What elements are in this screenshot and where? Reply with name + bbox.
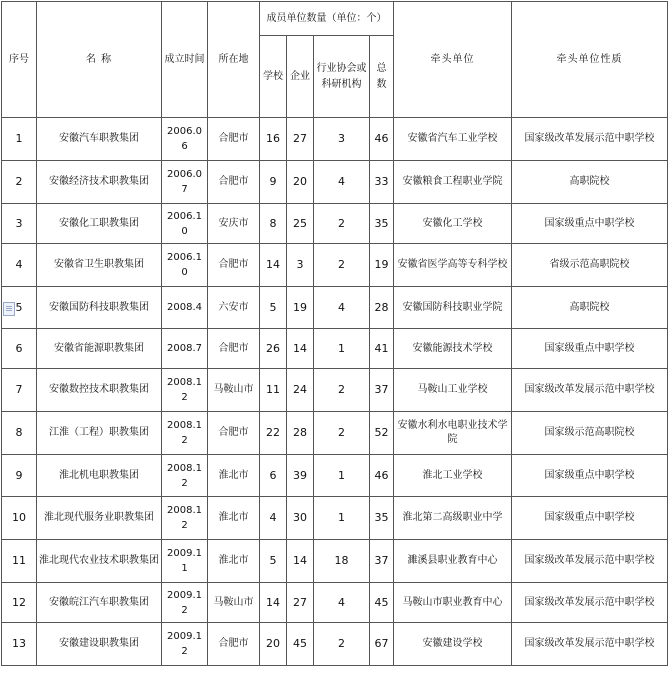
header-founded: 成立时间	[162, 2, 208, 118]
lead-unit: 马鞍山工业学校	[394, 369, 512, 412]
row-number: 6	[2, 329, 37, 369]
lead-unit: 安徽水利水电职业技术学院	[394, 412, 512, 455]
row-number: 3	[2, 204, 37, 244]
table-row	[2, 244, 668, 287]
founded-date: 2009.12	[162, 583, 208, 623]
location: 马鞍山市	[208, 369, 260, 412]
row-number: 11	[2, 540, 37, 583]
row-number: 12	[2, 583, 37, 623]
row-number: 10	[2, 497, 37, 540]
school-count: 6	[260, 455, 287, 497]
table-row	[2, 583, 668, 623]
header-schools: 学校	[260, 36, 287, 118]
group-name: 安徽国防科技职教集团	[37, 287, 162, 329]
lead-unit: 安徽省医学高等专科学校	[394, 244, 512, 287]
total-count: 67	[370, 623, 394, 666]
header-location: 所在地	[208, 2, 260, 118]
table-row	[2, 118, 668, 161]
school-count: 14	[260, 244, 287, 287]
lead-unit: 安徽省汽车工业学校	[394, 118, 512, 161]
row-number: 8	[2, 412, 37, 455]
table-row	[2, 204, 668, 244]
vocational-groups-table	[1, 1, 668, 666]
school-count: 8	[260, 204, 287, 244]
location: 合肥市	[208, 412, 260, 455]
group-name: 淮北机电职教集团	[37, 455, 162, 497]
table-row	[2, 329, 668, 369]
row-number: 2	[2, 161, 37, 204]
association-count: 18	[314, 540, 370, 583]
document-icon	[3, 302, 15, 316]
lead-unit: 淮北第二高级职业中学	[394, 497, 512, 540]
lead-unit: 淮北工业学校	[394, 455, 512, 497]
association-count: 1	[314, 497, 370, 540]
total-count: 52	[370, 412, 394, 455]
association-count: 1	[314, 329, 370, 369]
location: 合肥市	[208, 118, 260, 161]
school-count: 20	[260, 623, 287, 666]
enterprise-count: 28	[287, 412, 314, 455]
school-count: 11	[260, 369, 287, 412]
founded-date: 2008.12	[162, 497, 208, 540]
header-no: 序号	[2, 2, 37, 118]
total-count: 37	[370, 540, 394, 583]
row-number: 4	[2, 244, 37, 287]
school-count: 5	[260, 540, 287, 583]
total-count: 45	[370, 583, 394, 623]
total-count: 46	[370, 455, 394, 497]
enterprise-count: 25	[287, 204, 314, 244]
table-row	[2, 497, 668, 540]
association-count: 2	[314, 244, 370, 287]
group-name: 安徽数控技术职教集团	[37, 369, 162, 412]
group-name: 安徽皖江汽车职教集团	[37, 583, 162, 623]
table-row	[2, 455, 668, 497]
table-row	[2, 369, 668, 412]
enterprise-count: 27	[287, 583, 314, 623]
lead-unit-type: 国家级改革发展示范中职学校	[512, 623, 668, 666]
lead-unit: 安徽粮食工程职业学院	[394, 161, 512, 204]
row-number: 13	[2, 623, 37, 666]
total-count: 19	[370, 244, 394, 287]
lead-unit: 马鞍山市职业教育中心	[394, 583, 512, 623]
lead-unit: 安徽建设学校	[394, 623, 512, 666]
group-name: 江淮（工程）职教集团	[37, 412, 162, 455]
group-name: 安徽省卫生职教集团	[37, 244, 162, 287]
header-total: 总数	[370, 36, 394, 118]
total-count: 46	[370, 118, 394, 161]
enterprise-count: 14	[287, 540, 314, 583]
table-row	[2, 412, 668, 455]
school-count: 26	[260, 329, 287, 369]
header-enterprises: 企业	[287, 36, 314, 118]
group-name: 安徽省能源职教集团	[37, 329, 162, 369]
header-members-group: 成员单位数量（单位：个）	[260, 2, 394, 36]
location: 合肥市	[208, 623, 260, 666]
table-row	[2, 287, 668, 329]
school-count: 14	[260, 583, 287, 623]
row-number: 7	[2, 369, 37, 412]
founded-date: 2008.12	[162, 369, 208, 412]
lead-unit-type: 国家级改革发展示范中职学校	[512, 369, 668, 412]
total-count: 35	[370, 497, 394, 540]
group-name: 安徽经济技术职教集团	[37, 161, 162, 204]
location: 六安市	[208, 287, 260, 329]
founded-date: 2009.11	[162, 540, 208, 583]
lead-unit-type: 国家级改革发展示范中职学校	[512, 118, 668, 161]
total-count: 37	[370, 369, 394, 412]
enterprise-count: 45	[287, 623, 314, 666]
total-count: 35	[370, 204, 394, 244]
founded-date: 2008.7	[162, 329, 208, 369]
table-row	[2, 540, 668, 583]
founded-date: 2006.10	[162, 244, 208, 287]
association-count: 1	[314, 455, 370, 497]
founded-date: 2006.06	[162, 118, 208, 161]
lead-unit: 安徽化工学校	[394, 204, 512, 244]
header-lead: 牵头单位	[394, 2, 512, 118]
founded-date: 2008.12	[162, 455, 208, 497]
enterprise-count: 30	[287, 497, 314, 540]
group-name: 安徽汽车职教集团	[37, 118, 162, 161]
table-row	[2, 623, 668, 666]
lead-unit: 濉溪县职业教育中心	[394, 540, 512, 583]
lead-unit: 安徽能源技术学校	[394, 329, 512, 369]
lead-unit-type: 国家级改革发展示范中职学校	[512, 540, 668, 583]
enterprise-count: 3	[287, 244, 314, 287]
founded-date: 2008.12	[162, 412, 208, 455]
row-number: 5	[2, 287, 37, 329]
location: 合肥市	[208, 161, 260, 204]
association-count: 2	[314, 369, 370, 412]
association-count: 2	[314, 623, 370, 666]
location: 合肥市	[208, 329, 260, 369]
school-count: 4	[260, 497, 287, 540]
founded-date: 2009.12	[162, 623, 208, 666]
school-count: 16	[260, 118, 287, 161]
header-lead-type: 牵头单位性质	[512, 2, 668, 118]
header-name: 名 称	[37, 2, 162, 118]
association-count: 2	[314, 204, 370, 244]
association-count: 4	[314, 583, 370, 623]
school-count: 22	[260, 412, 287, 455]
lead-unit-type: 高职院校	[512, 287, 668, 329]
lead-unit-type: 省级示范高职院校	[512, 244, 668, 287]
association-count: 4	[314, 161, 370, 204]
table-body	[2, 118, 668, 666]
lead-unit-type: 国家级改革发展示范中职学校	[512, 583, 668, 623]
association-count: 2	[314, 412, 370, 455]
enterprise-count: 39	[287, 455, 314, 497]
location: 淮北市	[208, 455, 260, 497]
lead-unit-type: 国家级重点中职学校	[512, 204, 668, 244]
location: 安庆市	[208, 204, 260, 244]
enterprise-count: 27	[287, 118, 314, 161]
total-count: 41	[370, 329, 394, 369]
total-count: 28	[370, 287, 394, 329]
school-count: 9	[260, 161, 287, 204]
row-number: 9	[2, 455, 37, 497]
association-count: 3	[314, 118, 370, 161]
enterprise-count: 14	[287, 329, 314, 369]
group-name: 淮北现代农业技术职教集团	[37, 540, 162, 583]
founded-date: 2008.4	[162, 287, 208, 329]
association-count: 4	[314, 287, 370, 329]
group-name: 安徽化工职教集团	[37, 204, 162, 244]
enterprise-count: 24	[287, 369, 314, 412]
lead-unit-type: 国家级重点中职学校	[512, 329, 668, 369]
location: 淮北市	[208, 497, 260, 540]
lead-unit-type: 国家级重点中职学校	[512, 455, 668, 497]
enterprise-count: 19	[287, 287, 314, 329]
lead-unit-type: 高职院校	[512, 161, 668, 204]
group-name: 安徽建设职教集团	[37, 623, 162, 666]
lead-unit-type: 国家级重点中职学校	[512, 497, 668, 540]
total-count: 33	[370, 161, 394, 204]
location: 淮北市	[208, 540, 260, 583]
founded-date: 2006.07	[162, 161, 208, 204]
founded-date: 2006.10	[162, 204, 208, 244]
group-name: 淮北现代服务业职教集团	[37, 497, 162, 540]
lead-unit: 安徽国防科技职业学院	[394, 287, 512, 329]
enterprise-count: 20	[287, 161, 314, 204]
header-associations: 行业协会或科研机构	[314, 36, 370, 118]
lead-unit-type: 国家级示范高职院校	[512, 412, 668, 455]
row-number: 1	[2, 118, 37, 161]
location: 合肥市	[208, 244, 260, 287]
school-count: 5	[260, 287, 287, 329]
table-row	[2, 161, 668, 204]
location: 马鞍山市	[208, 583, 260, 623]
